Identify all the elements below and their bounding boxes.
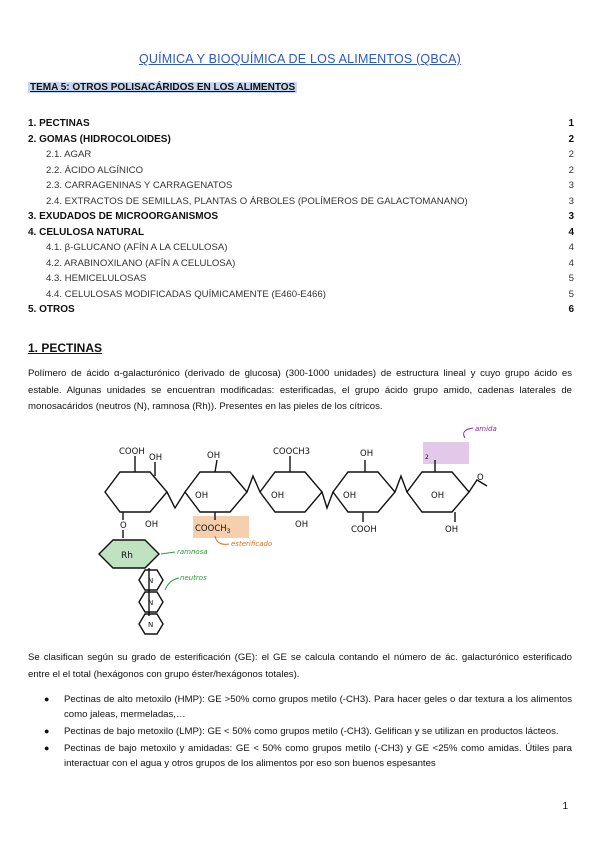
toc-entry[interactable]: 2.2. ÁCIDO ALGÍNICO 2 — [46, 164, 574, 176]
sugar-ring-1 — [105, 472, 167, 512]
toc-entry[interactable]: 2.4. EXTRACTOS DE SEMILLAS, PLANTAS O ÁRBOLES (POLÍMEROS DE GALACTOMANANO) 3 — [46, 195, 574, 207]
table-of-contents — [28, 116, 574, 318]
label-oh-1a: OH — [149, 453, 163, 463]
label-oh-4b: OH — [343, 491, 357, 501]
amida-arrow — [464, 428, 473, 438]
toc-entry[interactable]: 1. PECTINAS 1 — [28, 118, 574, 129]
neutros-arrow — [165, 578, 179, 590]
annotation-amida: amida — [475, 425, 497, 433]
toc-entry[interactable]: 2.1. AGAR 2 — [46, 149, 574, 160]
label-cooch3-2: $COOCH_3$ — [195, 524, 231, 535]
label-o-end: O — [477, 473, 484, 483]
toc-entry[interactable]: 4.2. ARABINOXILANO (AFÍN A CELULOSA) 4 — [46, 257, 574, 269]
label-oh-5b: OH — [445, 525, 459, 535]
toc-entry[interactable]: 2. GOMAS (HIDROCOLOIDES) 2 — [28, 133, 574, 145]
amida-highlight — [423, 442, 469, 464]
annotation-neutros: neutros — [180, 574, 207, 582]
toc-entry[interactable]: 4.1. β-GLUCANO (AFÍN A LA CELULOSA) 4 — [46, 242, 574, 253]
label-conh2-5: 2 — [425, 454, 429, 461]
list-item: ● Pectinas de alto metoxilo (HMP): GE >50% como grupos metilo (-CH3). Para hacer geles o dar textura a los alimentos como jaleas, mermeladas,… — [44, 692, 572, 722]
annotation-esterificado: esterificado — [231, 540, 273, 548]
label-oh-3b: OH — [295, 520, 309, 530]
label-cooh-4: COOH — [351, 525, 377, 535]
pectinas-intro-paragraph: Polímero de ácido α-galacturónico (derivado de glucosa) (300-1000 unidades) de estructura lineal y cuyo grupo ácido es estable. Algunas unidades se encuentran modificadas: esterificadas, el grupo ácido grupo amido, cadenas laterales de monosacáridos (neutros (N), ramnosa (Rh)). Presentes en las pieles de los cítricos. — [28, 368, 572, 412]
label-oh-3a: OH — [271, 491, 285, 501]
toc-entry[interactable]: 5. OTROS 6 — [28, 304, 574, 315]
label-rh: Rh — [121, 551, 133, 561]
pectin-types-list — [44, 692, 572, 773]
label-n-2: N — [148, 599, 154, 607]
document-title: QUÍMICA Y BIOQUÍMICA DE LOS ALIMENTOS (QBCA) — [138, 52, 462, 66]
label-cooch3-3: COOCH3 — [273, 447, 311, 457]
list-item: ● Pectinas de bajo metoxilo y amidadas: GE < 50% como grupos metilo (-CH3) y GE <25% como amidas. Útiles para interactuar con el agua y otros grupos de los alimentos por eso son buenos espesantes — [44, 741, 572, 771]
topic-subtitle: TEMA 5: OTROS POLISACÁRIDOS EN LOS ALIMENTOS — [30, 82, 296, 93]
toc-entry[interactable]: 4. CELULOSA NATURAL 4 — [28, 226, 574, 238]
section-heading-pectinas: 1. PECTINAS — [28, 341, 103, 355]
toc-entry[interactable]: 4.3. HEMICELULOSAS 5 — [46, 273, 574, 284]
page-number: 1 — [562, 801, 568, 812]
label-oh-1b: OH — [145, 520, 159, 530]
pectin-structure-diagram — [95, 420, 505, 635]
list-item: ● Pectinas de bajo metoxilo (LMP): GE < 50% como grupos metilo (-CH3). Gelifican y se utilizan en productos lácteos. — [44, 724, 572, 739]
label-n-1: N — [148, 577, 154, 585]
toc-entry[interactable]: 3. EXUDADOS DE MICROORGANISMOS 3 — [28, 211, 574, 222]
ramnosa-arrow — [161, 552, 175, 554]
toc-entry[interactable]: 2.3. CARRAGENINAS Y CARRAGENATOS 3 — [46, 180, 574, 191]
label-o-link: O — [120, 521, 127, 531]
toc-entry[interactable]: 4.4. CELULOSAS MODIFICADAS QUÍMICAMENTE (E460-E466) 5 — [46, 288, 574, 300]
label-oh-4a: OH — [360, 449, 374, 459]
label-cooh-1: COOH — [119, 447, 145, 457]
label-oh-5a: OH — [431, 491, 445, 501]
label-n-3: N — [148, 621, 154, 629]
label-oh-2b: OH — [195, 491, 209, 501]
classification-paragraph: Se clasifican según su grado de esterificación (GE): el GE se calcula contando el número de ác. galacturónico esterificado entre el el total (hexágonos con grupo éster/hexágonos totales). — [28, 652, 572, 680]
label-oh-2a: OH — [207, 451, 221, 461]
sugar-ring-3 — [260, 472, 322, 512]
annotation-ramnosa: ramnosa — [177, 548, 208, 556]
